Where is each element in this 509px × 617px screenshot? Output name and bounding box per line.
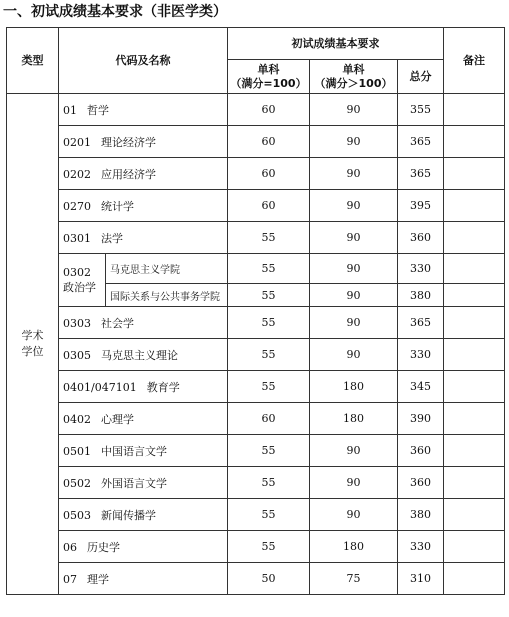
score-single-over-100: 90 (310, 222, 398, 254)
score-requirements-table (6, 27, 505, 595)
table-row (7, 339, 505, 371)
category-line1: 学术 (21, 329, 44, 342)
table-row (7, 94, 505, 126)
row-name: 中国语言文学 (101, 444, 167, 458)
table-row (7, 499, 505, 531)
remark-cell (444, 371, 505, 403)
remark-cell (444, 339, 505, 371)
row-name: 历史学 (87, 540, 120, 554)
row-name-cell (59, 563, 228, 595)
score-single-over-100: 90 (310, 307, 398, 339)
header-single-over-100-line2: （满分＞100） (314, 76, 393, 90)
remark-cell (444, 94, 505, 126)
table-row (7, 126, 505, 158)
score-single-100: 55 (228, 467, 310, 499)
score-single-over-100: 75 (310, 563, 398, 595)
row-name: 哲学 (87, 103, 109, 117)
score-single-over-100: 90 (310, 339, 398, 371)
header-single-over-100 (310, 60, 398, 94)
remark-cell (444, 222, 505, 254)
row-name-cell (59, 190, 228, 222)
score-total: 345 (398, 371, 444, 403)
score-single-100: 50 (228, 563, 310, 595)
score-single-over-100: 90 (310, 499, 398, 531)
row-code: 0402 (63, 412, 91, 426)
score-single-over-100: 180 (310, 371, 398, 403)
remark-cell (444, 158, 505, 190)
remark-cell (444, 254, 505, 284)
score-single-over-100: 90 (310, 94, 398, 126)
row-code: 06 (63, 540, 77, 554)
sub-name-cell: 国际关系与公共事务学院 (106, 284, 228, 307)
table-row (7, 190, 505, 222)
table-row (7, 307, 505, 339)
table-row (7, 435, 505, 467)
score-single-over-100: 90 (310, 190, 398, 222)
row-name-cell (59, 371, 228, 403)
row-code: 0401/047101 (63, 380, 137, 394)
score-single-100: 60 (228, 158, 310, 190)
remark-cell (444, 307, 505, 339)
row-name-cell (59, 499, 228, 531)
score-single-100: 55 (228, 499, 310, 531)
group-code: 0302 (63, 266, 91, 279)
score-total: 390 (398, 403, 444, 435)
score-single-100: 55 (228, 531, 310, 563)
score-total: 395 (398, 190, 444, 222)
group-name: 政治学 (63, 281, 96, 294)
score-total: 330 (398, 254, 444, 284)
row-name: 理论经济学 (101, 135, 156, 149)
row-name: 统计学 (101, 199, 134, 213)
score-total: 380 (398, 499, 444, 531)
header-single-100-line2: （满分=100） (230, 76, 307, 90)
header-total: 总分 (398, 60, 444, 94)
score-single-100: 55 (228, 307, 310, 339)
row-code: 0270 (63, 199, 91, 213)
score-single-100: 55 (228, 254, 310, 284)
remark-cell (444, 190, 505, 222)
row-name-cell (59, 531, 228, 563)
score-single-over-100: 180 (310, 531, 398, 563)
header-code-name: 代码及名称 (59, 28, 228, 94)
score-total: 330 (398, 531, 444, 563)
table-row (7, 531, 505, 563)
score-single-100: 55 (228, 222, 310, 254)
row-name-cell (59, 126, 228, 158)
row-code: 01 (63, 103, 77, 117)
row-name-cell (59, 403, 228, 435)
header-type: 类型 (7, 28, 59, 94)
row-code: 0303 (63, 316, 91, 330)
section-title: 一、初试成绩基本要求（非医学类） (3, 4, 227, 20)
group-name-cell (59, 254, 106, 307)
row-code: 0502 (63, 476, 91, 490)
score-single-over-100: 90 (310, 126, 398, 158)
remark-cell (444, 403, 505, 435)
table-row (7, 403, 505, 435)
remark-cell (444, 499, 505, 531)
table-row (7, 158, 505, 190)
header-single-100 (228, 60, 310, 94)
table-row (7, 467, 505, 499)
score-total: 360 (398, 467, 444, 499)
row-name: 理学 (87, 572, 109, 586)
score-single-100: 60 (228, 94, 310, 126)
row-code: 0501 (63, 444, 91, 458)
row-code: 0201 (63, 135, 91, 149)
table-row (7, 222, 505, 254)
score-single-over-100: 90 (310, 284, 398, 307)
row-name-cell (59, 435, 228, 467)
remark-cell (444, 467, 505, 499)
row-name: 教育学 (146, 380, 180, 394)
score-single-100: 55 (228, 435, 310, 467)
remark-cell (444, 563, 505, 595)
sub-name-cell: 马克思主义学院 (106, 254, 228, 284)
row-code: 0503 (63, 508, 91, 522)
row-name: 应用经济学 (101, 167, 156, 181)
score-total: 360 (398, 222, 444, 254)
score-single-over-100: 90 (310, 158, 398, 190)
score-total: 365 (398, 307, 444, 339)
header-single-over-100-line1: 单科 (342, 62, 365, 76)
score-total: 310 (398, 563, 444, 595)
header-remark: 备注 (444, 28, 505, 94)
row-name-cell (59, 307, 228, 339)
row-name: 法学 (101, 231, 123, 245)
table-body (7, 94, 505, 595)
row-name-cell (59, 158, 228, 190)
score-total: 330 (398, 339, 444, 371)
row-name: 社会学 (101, 316, 134, 330)
row-name-cell (59, 94, 228, 126)
row-code: 0305 (63, 348, 91, 362)
remark-cell (444, 435, 505, 467)
score-single-over-100: 180 (310, 403, 398, 435)
score-single-over-100: 90 (310, 435, 398, 467)
score-total: 360 (398, 435, 444, 467)
category-line2: 学位 (21, 345, 44, 358)
row-code: 0202 (63, 167, 91, 181)
row-name-cell (59, 222, 228, 254)
score-total: 365 (398, 126, 444, 158)
row-name-cell (59, 339, 228, 371)
row-name: 外国语言文学 (101, 476, 167, 490)
score-single-100: 55 (228, 339, 310, 371)
remark-cell (444, 531, 505, 563)
score-total: 365 (398, 158, 444, 190)
table-row (7, 371, 505, 403)
row-name: 心理学 (101, 412, 134, 426)
score-single-100: 55 (228, 284, 310, 307)
header-single-100-line1: 单科 (257, 62, 280, 76)
score-single-over-100: 90 (310, 467, 398, 499)
score-single-100: 55 (228, 371, 310, 403)
table-row (7, 563, 505, 595)
score-single-over-100: 90 (310, 254, 398, 284)
category-cell (7, 94, 59, 595)
header-score-requirements: 初试成绩基本要求 (228, 28, 444, 60)
row-name: 新闻传播学 (101, 508, 156, 522)
score-total: 355 (398, 94, 444, 126)
row-name-cell (59, 467, 228, 499)
table-row (7, 254, 505, 284)
row-code: 0301 (63, 231, 91, 245)
score-single-100: 60 (228, 403, 310, 435)
row-name: 马克思主义理论 (101, 348, 178, 362)
score-single-100: 60 (228, 190, 310, 222)
score-single-100: 60 (228, 126, 310, 158)
remark-cell (444, 284, 505, 307)
score-total: 380 (398, 284, 444, 307)
remark-cell (444, 126, 505, 158)
row-code: 07 (63, 572, 77, 586)
